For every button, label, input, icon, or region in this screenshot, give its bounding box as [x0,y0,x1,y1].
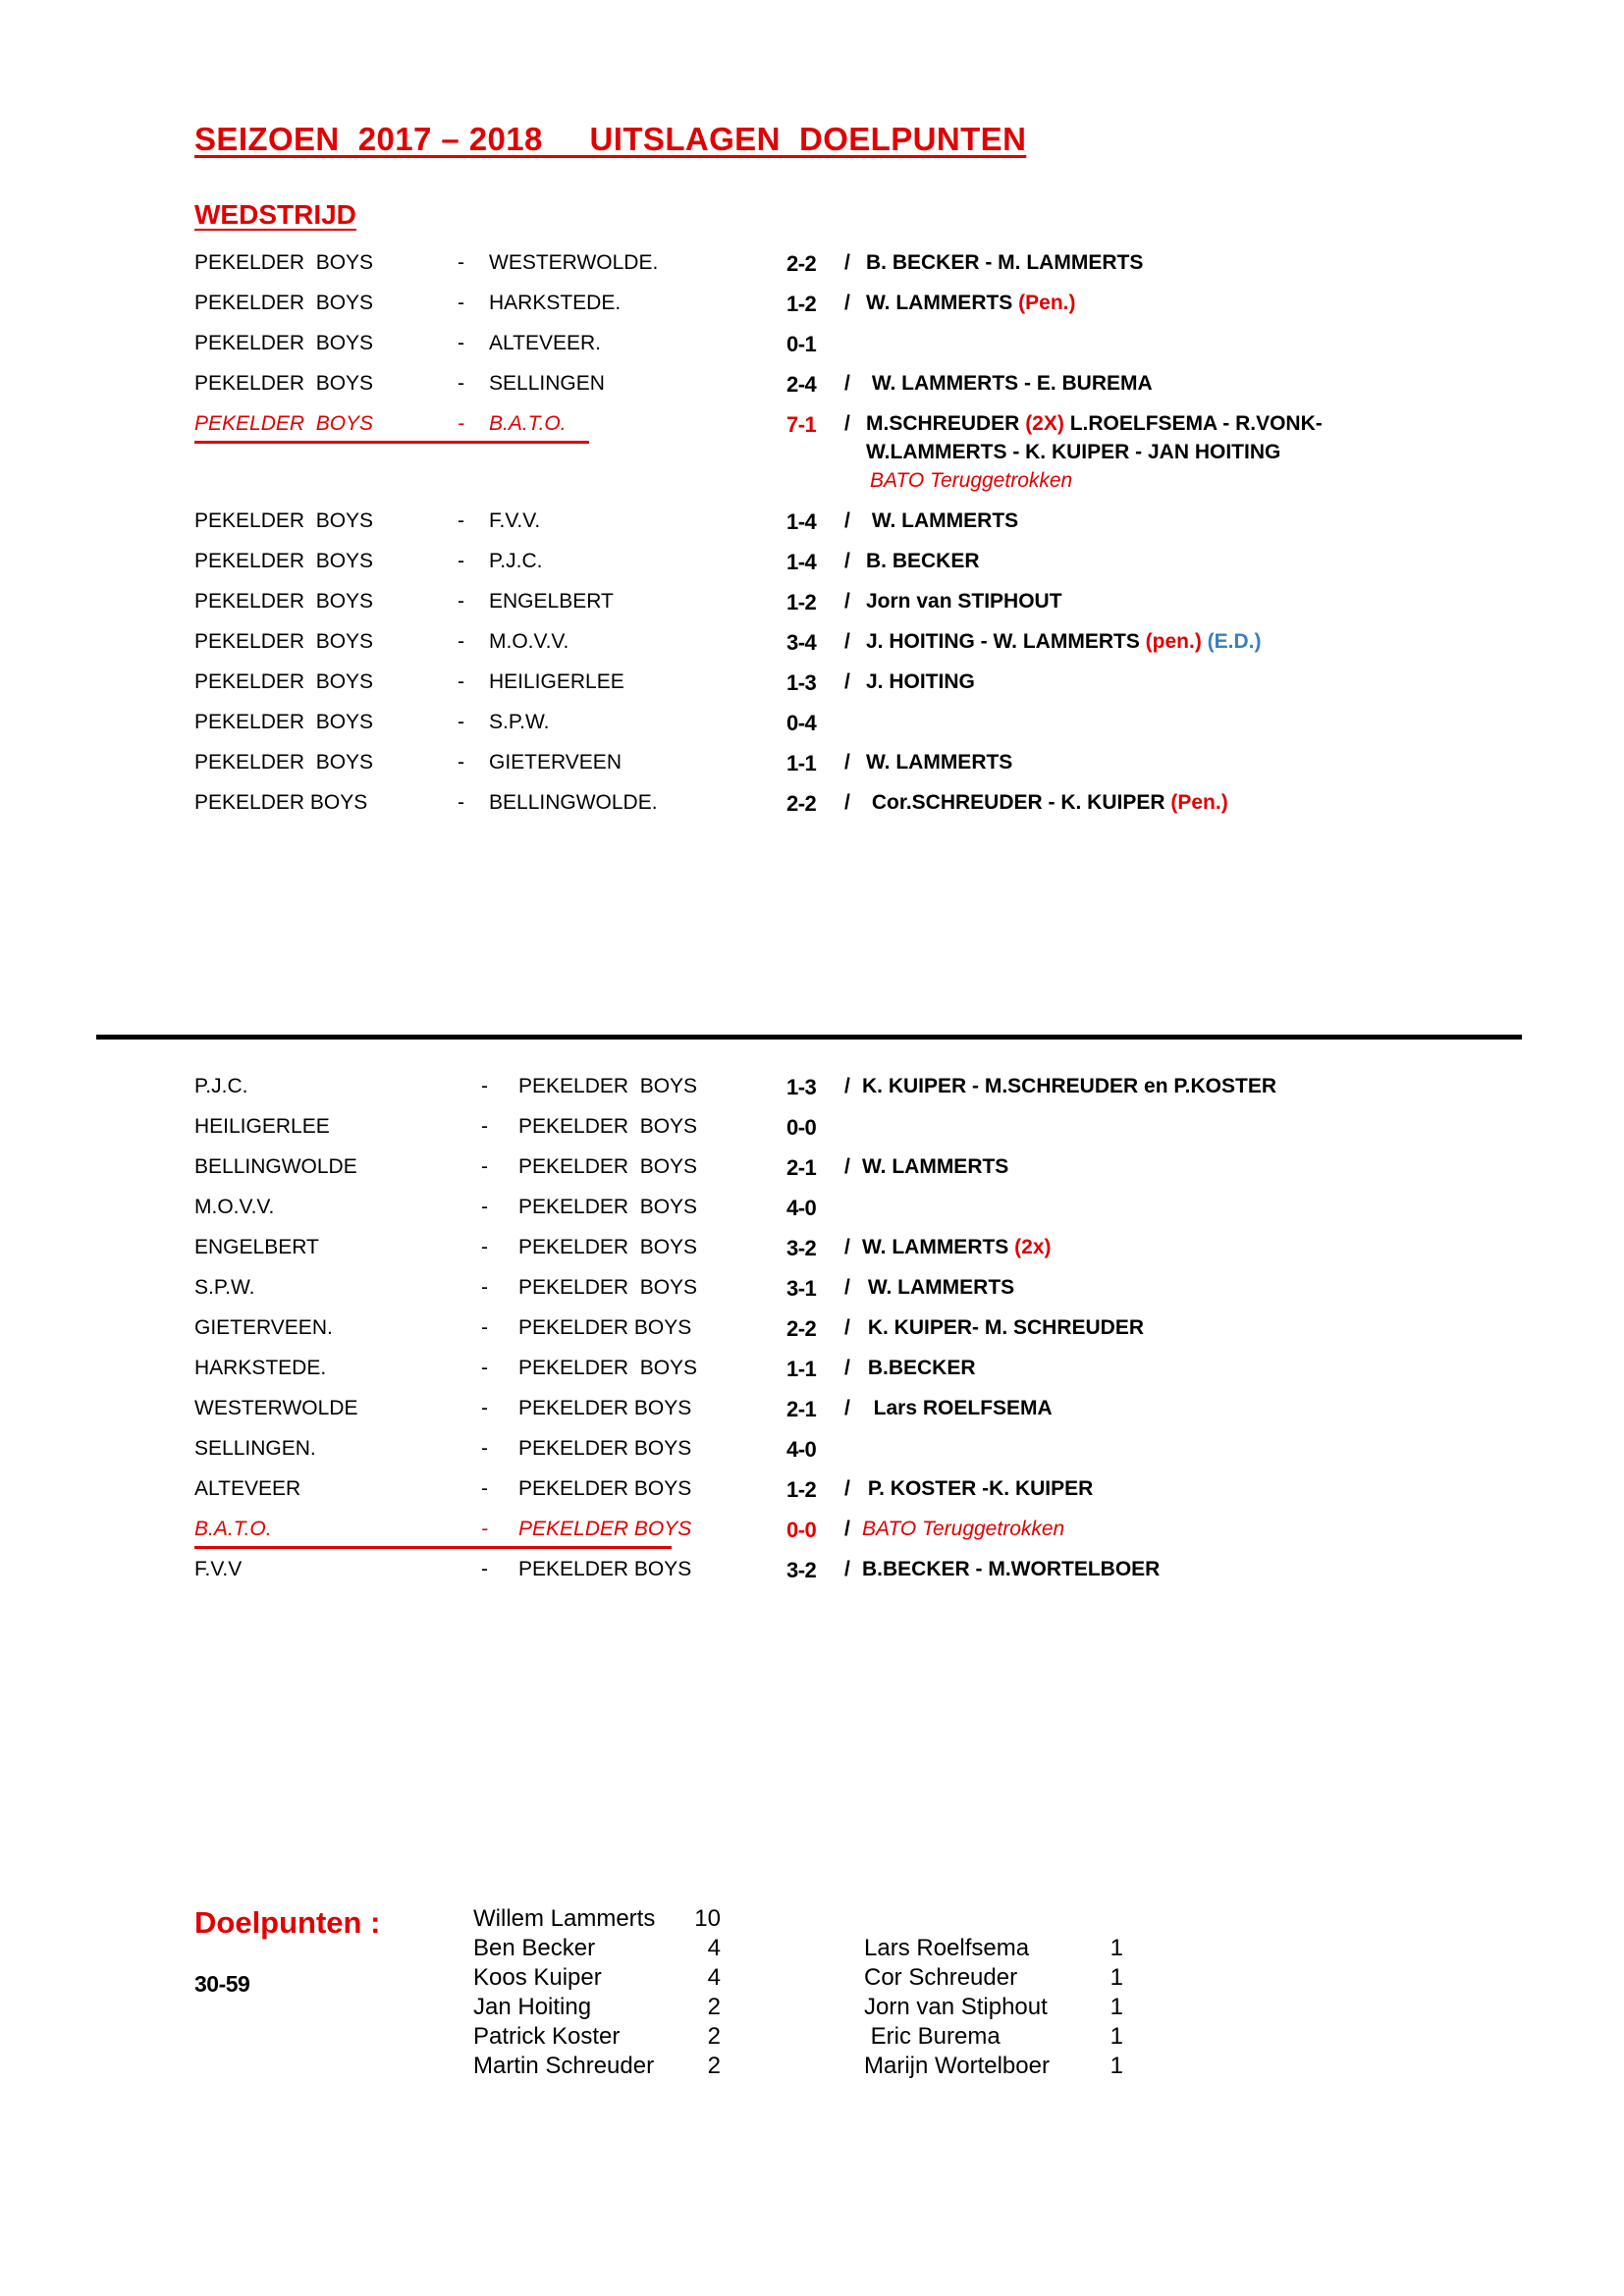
match-away-team: HARKSTEDE. [489,292,622,314]
match-score: 3-1 [786,1276,817,1301]
match-dash: - [481,1316,488,1339]
match-score: 3-2 [786,1236,817,1260]
match-dash: - [458,670,464,693]
scorer-row [473,1905,738,1935]
match-slash: / [844,791,850,814]
match-slash: / [844,509,850,532]
match-slash: / [844,1518,850,1540]
match-slash: / [844,1558,850,1580]
match-score: 1-4 [786,509,817,534]
scorer-name: Cor Schreuder [864,1964,1018,1991]
match-scorers: B. BECKER - M. LAMMERTS [866,251,1144,274]
match-dash: - [481,1397,488,1419]
match-score: 4-0 [786,1437,817,1462]
match-scorers: B.BECKER - M.WORTELBOER [862,1558,1161,1580]
match-home-team: PEKELDER BOYS [194,251,374,274]
match-row [194,1357,1549,1390]
match-away-team: GIETERVEEN [489,751,622,774]
match-dash: - [458,711,464,733]
match-dash: - [458,590,464,613]
match-dash: - [458,251,464,274]
match-away-team: BELLINGWOLDE. [489,791,658,814]
match-home-team: PEKELDER BOYS [194,509,374,532]
match-row [194,1518,1549,1551]
match-home-team: PEKELDER BOYS [194,550,374,572]
match-scorers: W. LAMMERTS [862,1276,1015,1299]
match-away-team: HEILIGERLEE [489,670,624,693]
match-away-team: PEKELDER BOYS [518,1196,698,1218]
match-dash: - [481,1518,488,1540]
match-dash: - [458,791,464,814]
match-score: 2-2 [786,251,817,276]
scorers-column-left [473,1905,738,2082]
match-home-team: HEILIGERLEE [194,1115,330,1138]
scorer-goals: 2 [707,1994,721,2020]
match-home-team: PEKELDER BOYS [194,412,374,435]
match-slash: / [844,1397,850,1419]
match-home-team: ENGELBERT [194,1236,319,1258]
match-slash: / [844,1075,850,1097]
match-score: 0-1 [786,332,817,356]
match-dash: - [481,1276,488,1299]
scorer-row [473,1935,738,1964]
match-scorer-annotation-2: (E.D.) [1201,630,1262,653]
match-scorers: Cor.SCHREUDER - K. KUIPER (Pen.) [866,791,1228,814]
match-score: 0-0 [786,1115,817,1140]
match-dash: - [458,630,464,653]
scorer-name: Lars Roelfsema [864,1935,1030,1961]
match-row [194,412,1549,492]
match-scorers: W. LAMMERTS (Pen.) [866,292,1076,314]
match-score: 2-2 [786,1316,817,1341]
match-home-team: PEKELDER BOYS [194,332,374,354]
scorer-name: Marijn Wortelboer [864,2053,1050,2079]
match-row [194,1558,1549,1591]
bato-underline [194,441,589,444]
match-scorer-annotation: (Pen.) [1018,292,1076,314]
match-home-team: S.P.W. [194,1276,255,1299]
match-dash: - [458,550,464,572]
match-dash: - [481,1115,488,1138]
match-home-team: PEKELDER BOYS [194,751,374,774]
match-home-team: SELLINGEN. [194,1437,316,1460]
match-away-team: S.P.W. [489,711,550,733]
match-home-team: PEKELDER BOYS [194,711,374,733]
match-slash: / [844,251,850,274]
match-dash: - [481,1236,488,1258]
match-slash: / [844,372,850,395]
match-slash: / [844,630,850,653]
match-row [194,1276,1549,1309]
match-row [194,509,1549,543]
match-score: 3-2 [786,1558,817,1582]
scorer-row [864,2023,1129,2053]
match-row [194,1115,1549,1148]
match-dash: - [481,1357,488,1379]
match-note: BATO Teruggetrokken [862,1518,1065,1540]
match-scorer-annotation: (2X) [1025,412,1064,435]
match-dash: - [458,372,464,395]
match-row [194,1316,1549,1350]
match-away-team: PEKELDER BOYS [518,1075,698,1097]
match-away-team: F.V.V. [489,509,541,532]
match-score: 1-1 [786,751,817,775]
match-slash: / [844,670,850,693]
match-away-team: PEKELDER BOYS [518,1236,698,1258]
scorer-goals: 2 [707,2023,721,2050]
match-scorers: W. LAMMERTS - E. BUREMA [866,372,1153,395]
match-scorers: P. KOSTER -K. KUIPER [862,1477,1094,1500]
match-scorer-annotation: (pen.) [1145,630,1202,653]
scorer-name: Patrick Koster [473,2023,621,2050]
scorer-name: Jan Hoiting [473,1994,592,2020]
match-score: 1-3 [786,670,817,695]
match-score: 1-2 [786,292,817,316]
match-row [194,1196,1549,1229]
scorer-name: Jorn van Stiphout [864,1994,1048,2020]
scorer-goals: 1 [1110,1994,1123,2020]
scorer-name: Koos Kuiper [473,1964,602,1991]
match-scorers: K. KUIPER - M.SCHREUDER en P.KOSTER [862,1075,1276,1097]
match-home-team: GIETERVEEN. [194,1316,333,1339]
match-score: 1-2 [786,1477,817,1502]
match-scorers: Jorn van STIPHOUT [866,590,1062,613]
match-away-team: ALTEVEER. [489,332,601,354]
scorer-goals: 10 [694,1905,721,1932]
match-home-team: F.V.V [194,1558,243,1580]
scorer-name: Willem Lammerts [473,1905,656,1932]
match-home-team: B.A.T.O. [194,1518,272,1540]
match-scorers: Lars ROELFSEMA [862,1397,1053,1419]
match-dash: - [458,292,464,314]
match-slash: / [844,292,850,314]
match-row [194,590,1549,623]
page-title: SEIZOEN 2017 – 2018 UITSLAGEN DOELPUNTEN [194,121,1027,157]
match-home-team: PEKELDER BOYS [194,590,374,613]
scorer-goals: 1 [1110,1935,1123,1961]
match-dash: - [458,751,464,774]
match-away-team: PEKELDER BOYS [518,1357,698,1379]
scorer-row [473,2023,738,2053]
scorer-goals: 2 [707,2053,721,2079]
match-away-team: P.J.C. [489,550,543,572]
match-away-team: PEKELDER BOYS [518,1437,692,1460]
match-scorers: B. BECKER [866,550,980,572]
match-row [194,332,1549,365]
scorers-title: Doelpunten : [194,1905,381,1940]
scorer-row [864,1964,1129,1994]
match-score: 2-1 [786,1155,817,1180]
match-note: BATO Teruggetrokken [870,469,1073,492]
match-score: 2-4 [786,372,817,397]
match-slash: / [844,1276,850,1299]
match-row [194,1236,1549,1269]
match-slash: / [844,550,850,572]
match-away-team: SELLINGEN [489,372,605,395]
match-dash: - [481,1477,488,1500]
match-slash: / [844,590,850,613]
match-scorers: W. LAMMERTS [862,1155,1009,1178]
match-row [194,791,1549,825]
match-score: 1-1 [786,1357,817,1381]
match-away-team: PEKELDER BOYS [518,1155,698,1178]
match-home-team: PEKELDER BOYS [194,630,374,653]
match-home-team: P.J.C. [194,1075,248,1097]
match-slash: / [844,751,850,774]
bato-underline [194,1546,672,1549]
match-slash: / [844,1316,850,1339]
scorer-row [864,2053,1129,2082]
match-scorers: J. HOITING - W. LAMMERTS (pen.) (E.D.) [866,630,1262,653]
match-scorers: W. LAMMERTS [866,751,1013,774]
match-dash: - [458,509,464,532]
scorer-goals: 4 [707,1964,721,1991]
match-scorers: J. HOITING [866,670,975,693]
match-score: 1-3 [786,1075,817,1099]
match-score: 4-0 [786,1196,817,1220]
match-row [194,1155,1549,1189]
match-scorers: W. LAMMERTS (2x) [862,1236,1052,1258]
match-row [194,1075,1549,1108]
scorer-row [473,2053,738,2082]
match-home-team: M.O.V.V. [194,1196,275,1218]
match-scorers: B.BECKER [862,1357,976,1379]
match-dash: - [481,1075,488,1097]
match-slash: / [844,1357,850,1379]
match-score: 1-4 [786,550,817,574]
match-score: 7-1 [786,412,817,437]
scorer-row [473,1994,738,2023]
match-slash: / [844,412,850,435]
match-score: 0-4 [786,711,817,735]
match-away-team: ENGELBERT [489,590,614,613]
match-dash: - [481,1437,488,1460]
match-score: 1-2 [786,590,817,614]
match-away-team: PEKELDER BOYS [518,1316,692,1339]
scorer-name: Martin Schreuder [473,2053,655,2079]
match-row [194,292,1549,325]
match-scorers: W. LAMMERTS [866,509,1019,532]
match-row [194,550,1549,583]
match-score: 2-1 [786,1397,817,1421]
match-away-team: WESTERWOLDE. [489,251,659,274]
section-heading-wedstrijd: WEDSTRIJD [194,199,356,230]
match-scorers-line2: W.LAMMERTS - K. KUIPER - JAN HOITING [866,441,1281,463]
match-away-team: PEKELDER BOYS [518,1477,692,1500]
match-away-team: PEKELDER BOYS [518,1518,692,1540]
match-home-team: BELLINGWOLDE [194,1155,357,1178]
match-home-team: PEKELDER BOYS [194,670,374,693]
match-away-team: M.O.V.V. [489,630,569,653]
match-dash: - [481,1155,488,1178]
match-row [194,1397,1549,1430]
match-scorers: K. KUIPER- M. SCHREUDER [862,1316,1145,1339]
scorer-row [864,1994,1129,2023]
match-score: 2-2 [786,791,817,816]
match-away-team: PEKELDER BOYS [518,1558,692,1580]
match-dash: - [481,1558,488,1580]
match-row [194,372,1549,405]
match-away-team: PEKELDER BOYS [518,1397,692,1419]
match-home-team: HARKSTEDE. [194,1357,327,1379]
scorer-row [864,1935,1129,1964]
section-divider [96,1035,1522,1040]
match-row [194,670,1549,704]
match-score: 0-0 [786,1518,817,1542]
match-row [194,1437,1549,1470]
match-home-team: ALTEVEER [194,1477,301,1500]
match-home-team: PEKELDER BOYS [194,372,374,395]
match-away-team: B.A.T.O. [489,412,567,435]
match-home-team: WESTERWOLDE [194,1397,358,1419]
match-slash: / [844,1236,850,1258]
match-dash: - [458,332,464,354]
scorer-goals: 1 [1110,2053,1123,2079]
match-row [194,1477,1549,1511]
match-away-team: PEKELDER BOYS [518,1276,698,1299]
match-scorer-annotation: (2x) [1014,1236,1052,1258]
scorer-goals: 1 [1110,2023,1123,2050]
match-scorers: M.SCHREUDER (2X) L.ROELFSEMA - R.VONK- [866,412,1323,435]
match-row [194,251,1549,285]
scorer-goals: 4 [707,1935,721,1961]
scorers-range: 30-59 [194,1971,250,1997]
match-slash: / [844,1155,850,1178]
scorer-name: Ben Becker [473,1935,596,1961]
scorer-name: Eric Burema [864,2023,1001,2050]
match-dash: - [481,1196,488,1218]
match-row [194,711,1549,744]
match-row [194,630,1549,664]
match-home-team: PEKELDER BOYS [194,292,374,314]
match-scorer-annotation: (Pen.) [1170,791,1228,814]
scorers-column-right [864,1935,1129,2082]
match-dash: - [458,412,464,435]
scorer-row [473,1964,738,1994]
match-slash: / [844,1477,850,1500]
match-away-team: PEKELDER BOYS [518,1115,698,1138]
match-row [194,751,1549,784]
scorer-goals: 1 [1110,1964,1123,1991]
match-score: 3-4 [786,630,817,655]
match-home-team: PEKELDER BOYS [194,791,368,814]
